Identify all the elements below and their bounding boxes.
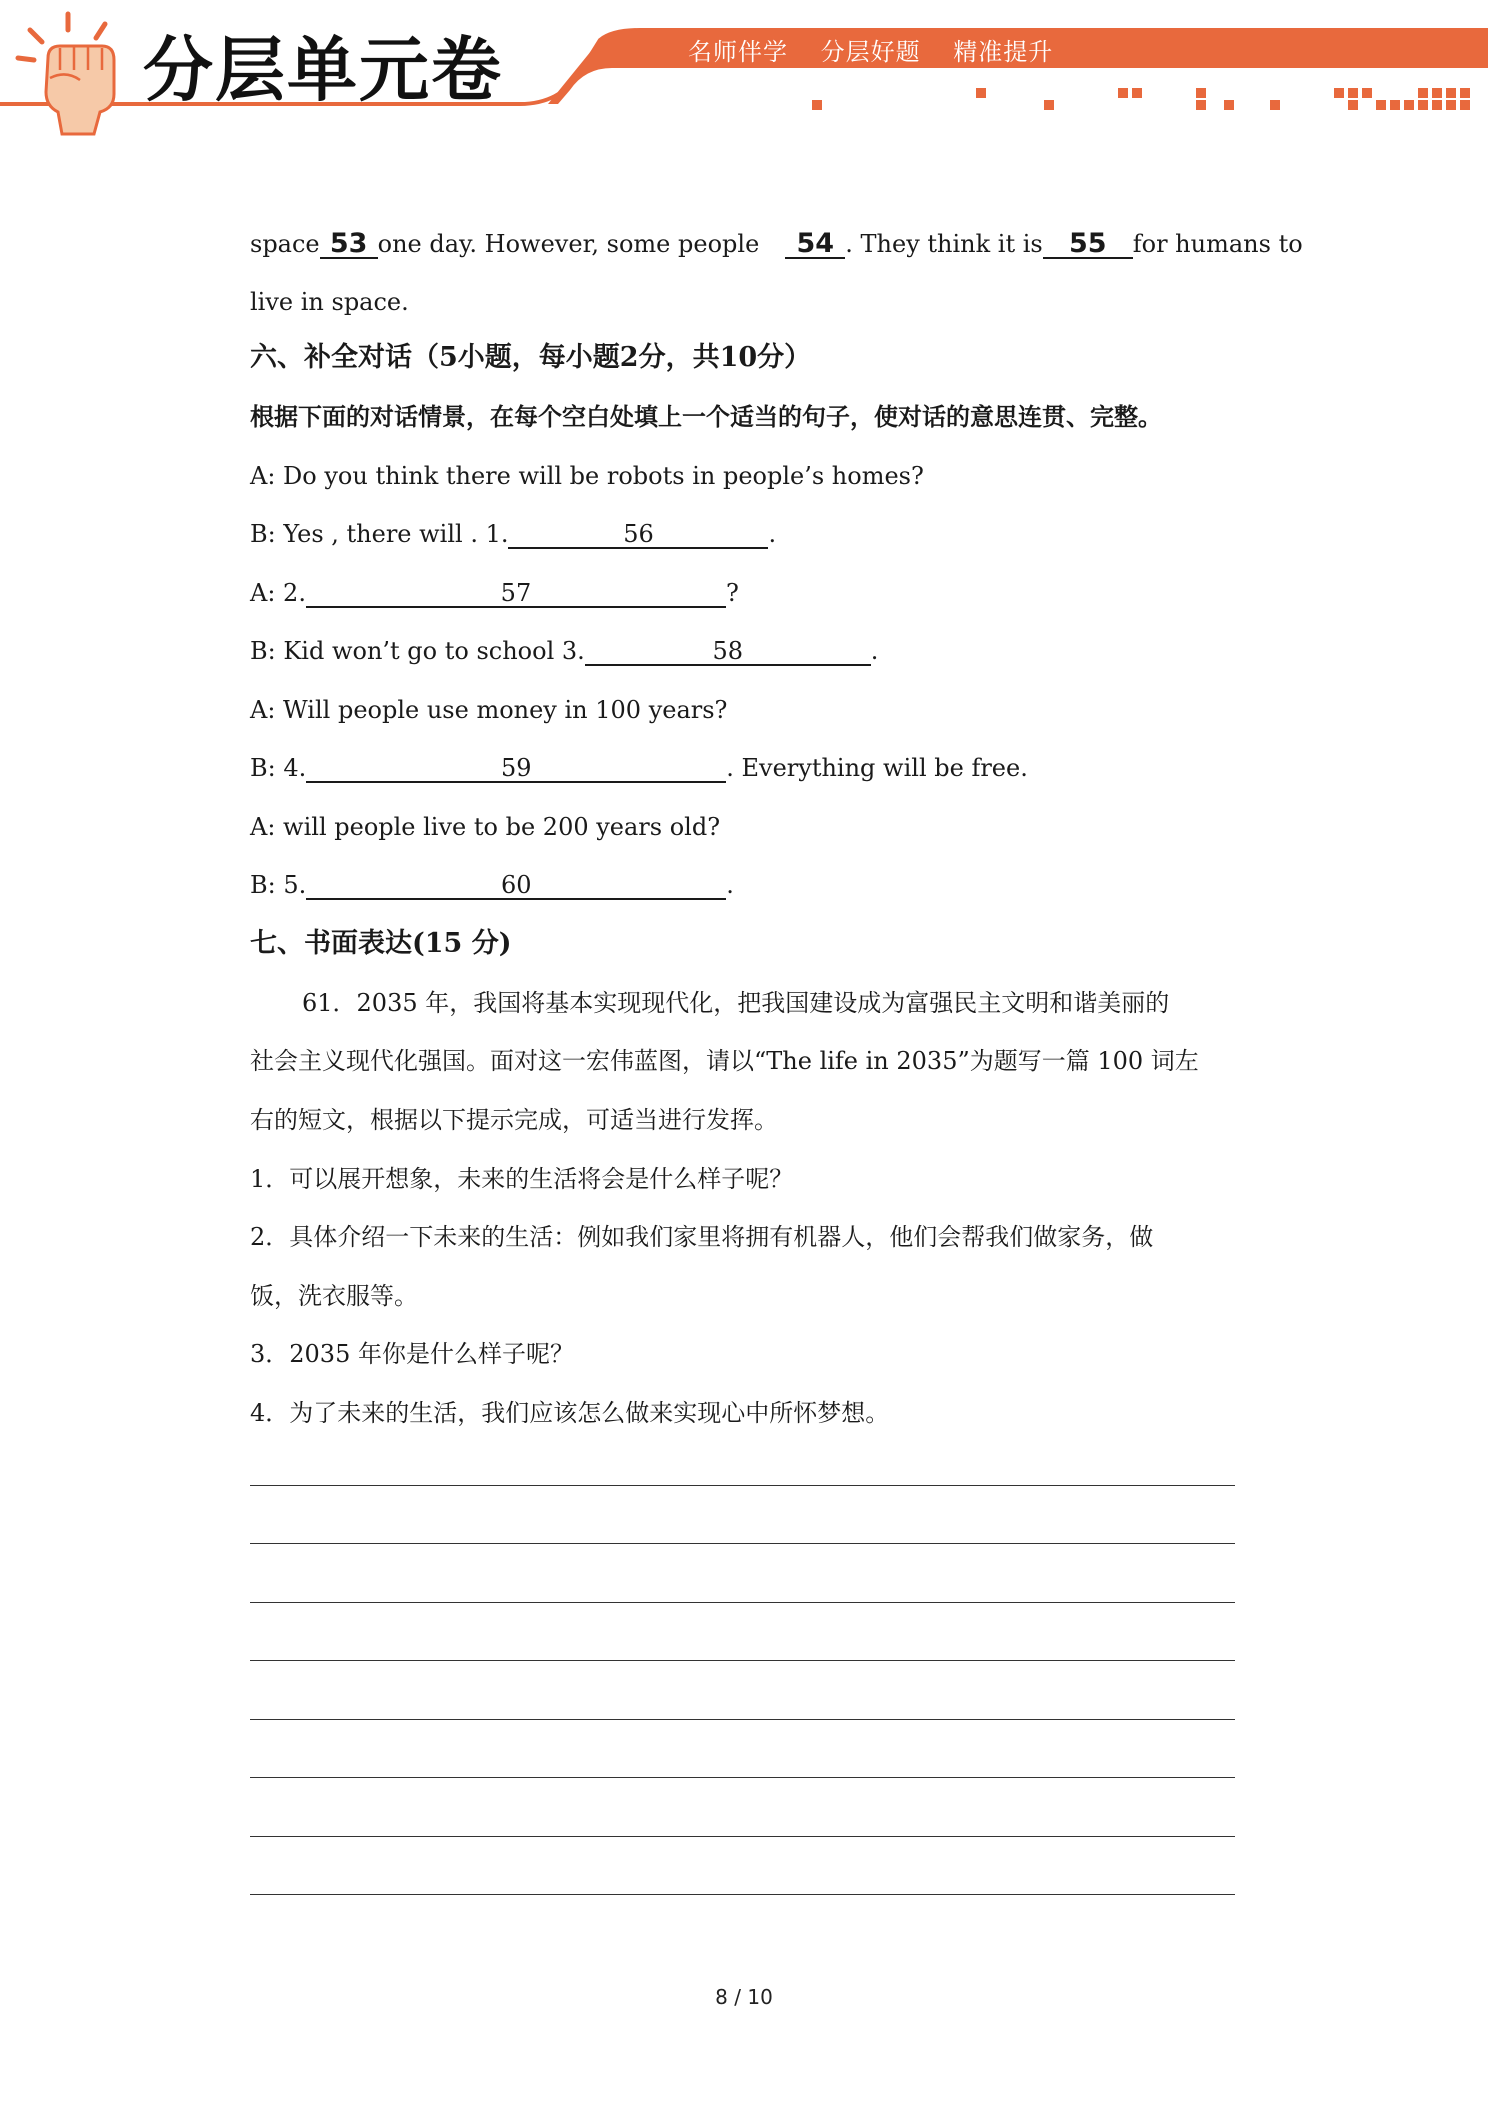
- brand-title: 分层单元卷: [143, 29, 503, 111]
- dialogue-text: .: [870, 637, 879, 665]
- writing-hint: 4．为了未来的生活，我们应该怎么做来实现心中所怀梦想。: [250, 1399, 890, 1427]
- writing-line[interactable]: [250, 1777, 1235, 1778]
- dialogue-text: ?: [725, 579, 739, 607]
- passage-line: [250, 228, 1303, 260]
- section-heading: 七、书面表达(15 分): [250, 928, 512, 959]
- blank-number: 56: [623, 520, 654, 548]
- blank-number: 54: [796, 228, 835, 259]
- answer-blank[interactable]: [785, 228, 845, 259]
- section-heading: 六、补全对话（5小题，每小题2分，共10分）: [250, 342, 812, 373]
- dialogue-line: [250, 869, 734, 901]
- writing-hint: 1．可以展开想象，未来的生活将会是什么样子呢？: [250, 1165, 794, 1193]
- dialogue-line: A: will people live to be 200 years old?: [250, 813, 721, 841]
- writing-prompt: 社会主义现代化强国。面对这一宏伟蓝图，请以“The life in 2035”为题写一篇 100 词左: [250, 1047, 1199, 1075]
- page-header: [0, 0, 1488, 130]
- writing-line[interactable]: [250, 1719, 1235, 1720]
- writing-prompt: 右的短文，根据以下提示完成，可适当进行发挥。: [250, 1106, 778, 1134]
- blank-number: 57: [500, 579, 532, 607]
- blank-number: 60: [500, 871, 532, 899]
- passage-text: space: [250, 230, 320, 258]
- blank-number: 55: [1068, 228, 1107, 259]
- dialogue-line: A: Will people use money in 100 years?: [250, 696, 728, 724]
- dialogue-text: . Everything will be free.: [726, 754, 1028, 782]
- passage-text: one day. However, some people: [377, 230, 760, 258]
- dialogue-text: B: 4.: [250, 754, 307, 782]
- dialogue-text: B: Kid won’t go to school 3.: [250, 637, 585, 665]
- slogan-item: 分层好题: [820, 38, 921, 66]
- dialogue-line: [250, 752, 1028, 784]
- writing-prompt: 61．2035 年，我国将基本实现现代化，把我国建设成为富强民主文明和谐美丽的: [302, 989, 1170, 1017]
- answer-blank[interactable]: [508, 521, 768, 549]
- writing-hint: 饭，洗衣服等。: [250, 1282, 418, 1310]
- section-instruction: 根据下面的对话情景，在每个空白处填上一个适当的句子，使对话的意思连贯、完整。: [250, 402, 1162, 431]
- blank-number: 59: [500, 754, 532, 782]
- writing-line[interactable]: [250, 1660, 1235, 1661]
- dialogue-line: [250, 518, 776, 550]
- dialogue-text: .: [768, 520, 777, 548]
- header-slogan: [688, 36, 1077, 68]
- answer-blank[interactable]: [320, 228, 378, 259]
- passage-text: for humans to: [1132, 230, 1303, 258]
- dialogue-text: B: Yes , there will . 1.: [250, 520, 509, 548]
- fist-icon: [10, 8, 140, 138]
- answer-blank[interactable]: [306, 580, 726, 608]
- passage-text: . They think it is: [845, 230, 1043, 258]
- dialogue-line: A: Do you think there will be robots in people’s homes?: [250, 462, 924, 490]
- writing-line[interactable]: [250, 1894, 1235, 1895]
- slogan-item: 精准提升: [953, 38, 1054, 66]
- writing-line[interactable]: [250, 1602, 1235, 1603]
- writing-hint: 2．具体介绍一下未来的生活：例如我们家里将拥有机器人，他们会帮我们做家务，做: [250, 1223, 1154, 1251]
- blank-number: 58: [712, 637, 744, 665]
- answer-blank[interactable]: [306, 755, 726, 783]
- writing-line[interactable]: [250, 1485, 1235, 1486]
- answer-blank[interactable]: [306, 872, 726, 900]
- dialogue-line: [250, 635, 878, 667]
- answer-blank[interactable]: [585, 638, 871, 666]
- dialogue-text: B: 5.: [250, 871, 307, 899]
- passage-line: live in space.: [250, 288, 409, 316]
- slogan-item: 名师伴学: [688, 38, 788, 66]
- writing-line[interactable]: [250, 1543, 1235, 1544]
- blank-number: 53: [329, 228, 368, 259]
- answer-blank[interactable]: [1043, 228, 1133, 259]
- page-number: 8 / 10: [715, 1985, 773, 2009]
- dialogue-text: .: [726, 871, 734, 899]
- writing-line[interactable]: [250, 1836, 1235, 1837]
- dialogue-line: [250, 577, 739, 609]
- writing-hint: 3．2035 年你是什么样子呢？: [250, 1340, 574, 1368]
- dialogue-text: A: 2.: [250, 579, 306, 607]
